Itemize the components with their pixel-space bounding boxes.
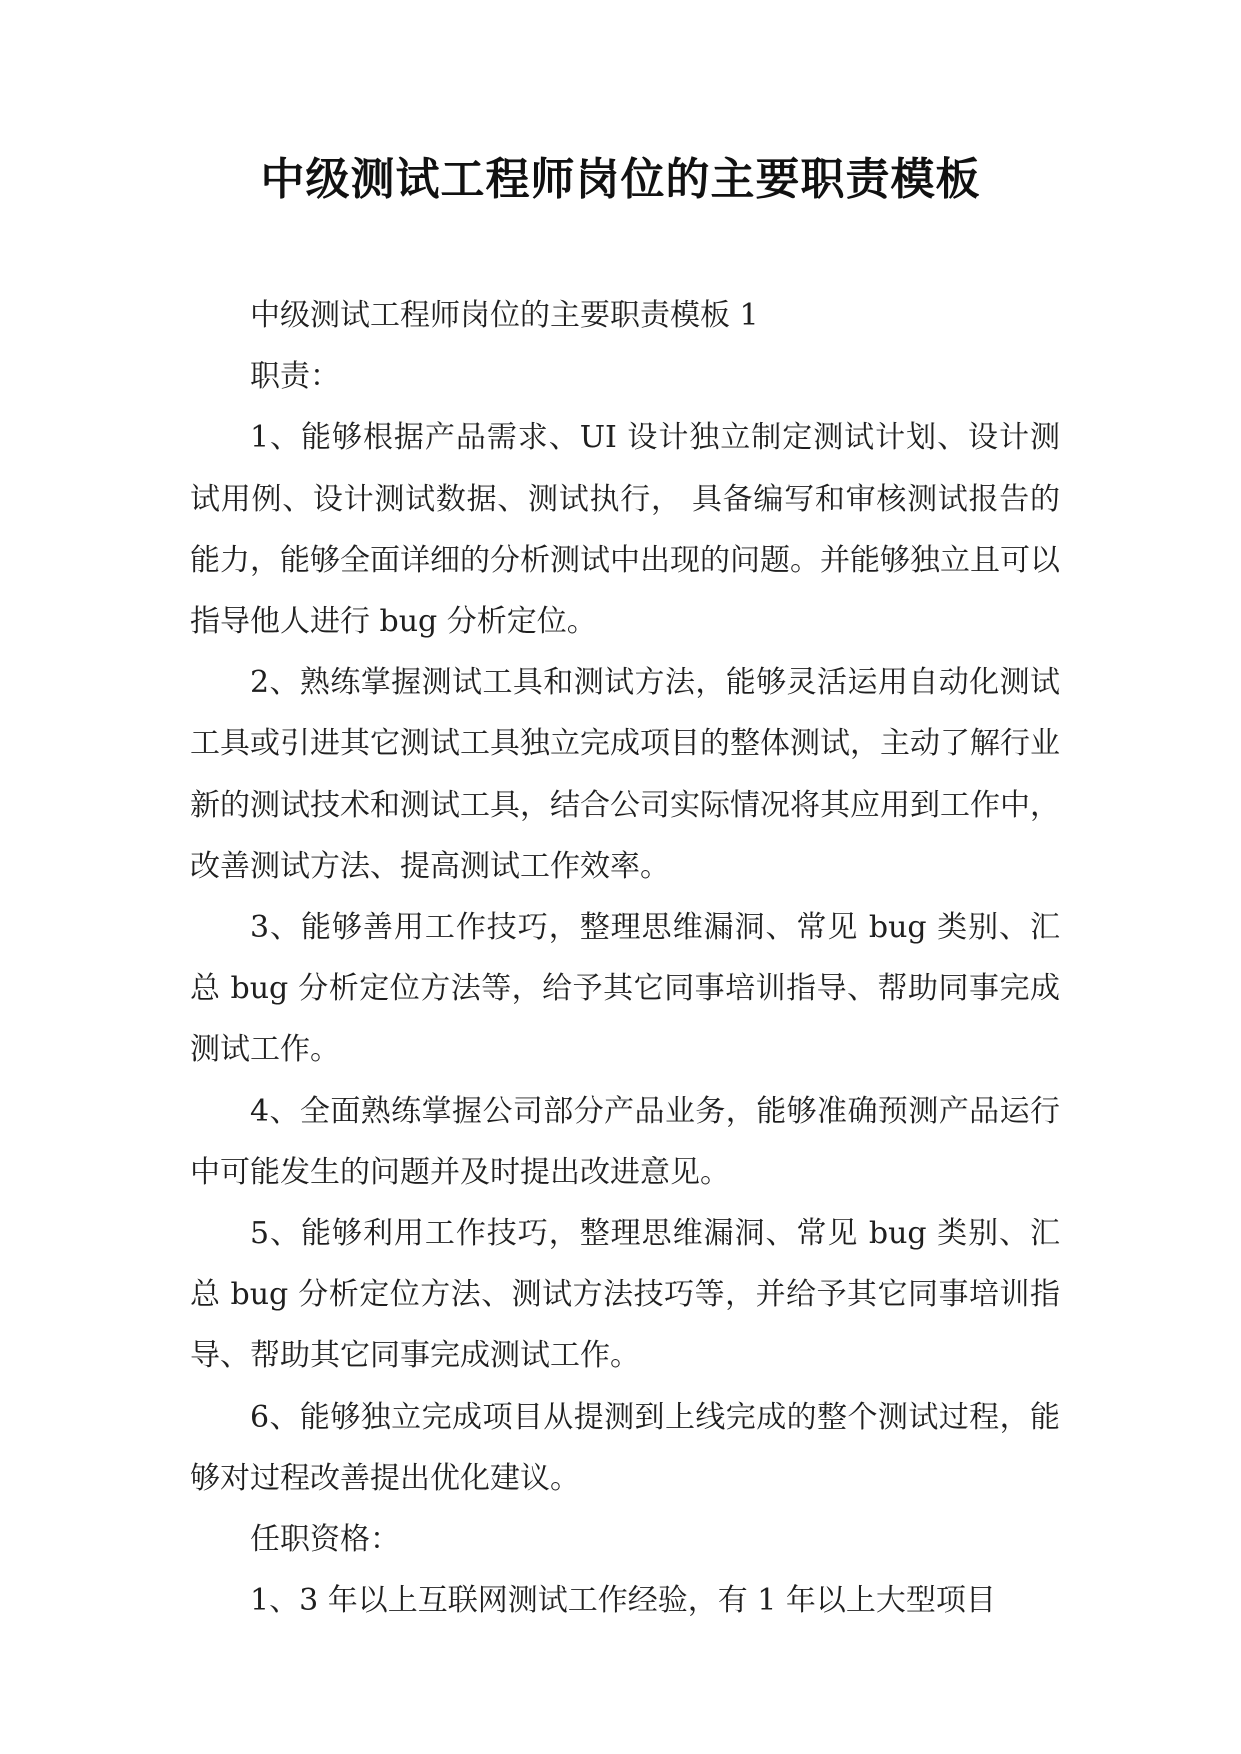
section-heading: 中级测试工程师岗位的主要职责模板 1 xyxy=(250,298,759,333)
document-body xyxy=(190,285,1060,1631)
responsibilities-label: 职责： xyxy=(250,359,340,395)
qualifications-label: 任职资格： xyxy=(250,1522,400,1558)
duty-item-5: 5、能够利用工作技巧，整理思维漏洞、常见 bug 类别、汇总 bug 分析定位方法、测试方法技巧等，并给予其它同事培训指导、帮助其它同事完成测试工作。 xyxy=(190,1216,1060,1374)
qualification-item-1: 1、3 年以上互联网测试工作经验，有 1 年以上大型项目 xyxy=(250,1583,996,1619)
duty-item-3: 3、能够善用工作技巧，整理思维漏洞、常见 bug 类别、汇总 bug 分析定位方法等，给予其它同事培训指导、帮助同事完成测试工作。 xyxy=(190,910,1060,1068)
duty-item-6: 6、能够独立完成项目从提测到上线完成的整个测试过程，能够对过程改善提出优化建议。 xyxy=(190,1399,1060,1496)
duty-item-2: 2、熟练掌握测试工具和测试方法，能够灵活运用自动化测试工具或引进其它测试工具独立完成项目的整体测试，主动了解行业新的测试技术和测试工具，结合公司实际情况将其应用到工作中，改善测试方法、提高测试工作效率。 xyxy=(190,665,1060,884)
duty-item-1: 1、能够根据产品需求、UI 设计独立制定测试计划、设计测试用例、设计测试数据、测试执行， 具备编写和审核测试报告的能力，能够全面详细的分析测试中出现的问题。并能够独立且可以指导他人进行 bug 分析定位。 xyxy=(190,420,1060,640)
document-title: 中级测试工程师岗位的主要职责模板 xyxy=(260,154,981,205)
duty-item-4: 4、全面熟练掌握公司部分产品业务，能够准确预测产品运行中可能发生的问题并及时提出改进意见。 xyxy=(190,1093,1060,1190)
